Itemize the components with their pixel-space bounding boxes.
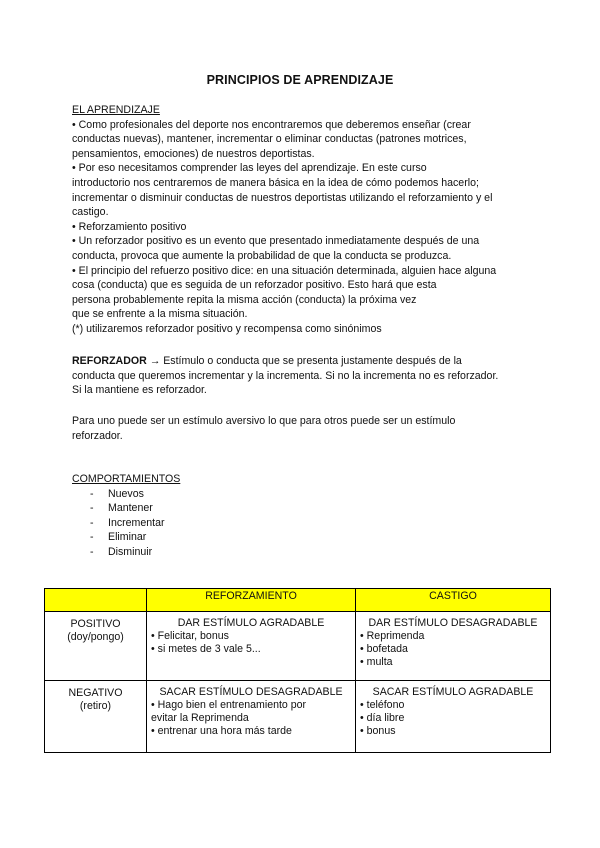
cell-title: DAR ESTÍMULO AGRADABLE bbox=[177, 617, 325, 629]
comportamientos-heading: COMPORTAMIENTOS bbox=[72, 473, 181, 485]
castigo-cell bbox=[356, 681, 551, 753]
reforzador-definition: Estímulo o conducta que se presenta justamente después de la bbox=[163, 355, 462, 367]
cell-item: • entrenar una hora más tarde bbox=[151, 725, 292, 737]
list-item bbox=[72, 530, 532, 545]
cell-title: SACAR ESTÍMULO AGRADABLE bbox=[372, 686, 534, 698]
comportamientos-list bbox=[72, 487, 532, 560]
reforzador-first-line bbox=[72, 354, 532, 369]
aprendizaje-line: incrementar o disminuir conductas de nuestros deportistas utilizando el reforzamiento y el bbox=[72, 191, 493, 204]
table-header-empty bbox=[45, 589, 147, 612]
dash-icon: - bbox=[90, 502, 94, 515]
aprendizaje-line: • Reforzamiento positivo bbox=[72, 220, 187, 233]
list-item bbox=[72, 516, 532, 531]
dash-icon: - bbox=[90, 516, 94, 529]
cell-item: • día libre bbox=[360, 712, 405, 724]
aprendizaje-heading: EL APRENDIZAJE bbox=[72, 104, 160, 116]
comportamientos-section bbox=[72, 472, 532, 560]
page-title: PRINCIPIOS DE APRENDIZAJE bbox=[206, 73, 394, 87]
list-item bbox=[72, 501, 532, 516]
cell-item: • si metes de 3 vale 5... bbox=[151, 643, 261, 655]
list-item-label: Nuevos bbox=[108, 487, 144, 500]
reinforcement-table bbox=[44, 588, 551, 753]
row-label-cell bbox=[45, 681, 147, 753]
cell-title: SACAR ESTÍMULO DESAGRADABLE bbox=[159, 686, 343, 698]
reforzador-term: REFORZADOR bbox=[72, 355, 147, 367]
aprendizaje-line: • Por eso necesitamos comprender las leyes del aprendizaje. En este curso bbox=[72, 162, 427, 175]
list-item-label: Disminuir bbox=[108, 545, 153, 558]
aprendizaje-line: • Como profesionales del deporte nos encontraremos que deberemos enseñar (crear bbox=[72, 118, 471, 131]
list-item bbox=[72, 545, 532, 560]
table-header-reforzamiento: REFORZAMIENTO bbox=[147, 589, 356, 612]
arrow-icon: → bbox=[146, 355, 164, 367]
list-item-label: Eliminar bbox=[108, 531, 147, 544]
list-item bbox=[72, 487, 532, 502]
aprendizaje-line: • El principio del refuerzo positivo dice: en una situación determinada, alguien hace alguna bbox=[72, 264, 497, 277]
castigo-cell bbox=[356, 612, 551, 681]
list-item-label: Mantener bbox=[108, 502, 153, 515]
cell-item: • Hago bien el entrenamiento por bbox=[151, 699, 307, 711]
reforzador-line: conducta que queremos incrementar y la incrementa. Si no la incrementa no es reforzador. bbox=[72, 369, 499, 382]
dash-icon: - bbox=[90, 487, 94, 500]
cell-item: • multa bbox=[360, 656, 393, 668]
table-header-castigo: CASTIGO bbox=[356, 589, 551, 612]
row-sublabel: (doy/pongo) bbox=[67, 631, 124, 643]
cell-item: • bonus bbox=[360, 725, 396, 737]
aprendizaje-line: (*) utilizaremos reforzador positivo y recompensa como sinónimos bbox=[72, 322, 382, 335]
reforzador-section bbox=[72, 354, 532, 398]
cell-item: • Felicitar, bonus bbox=[151, 630, 229, 642]
reforzamiento-cell bbox=[147, 612, 356, 681]
aprendizaje-line: castigo. bbox=[72, 206, 109, 219]
row-sublabel: (retiro) bbox=[79, 700, 112, 712]
table-row bbox=[45, 681, 551, 753]
reforzador-line: Si la mantiene es reforzador. bbox=[72, 384, 207, 397]
table-row bbox=[45, 612, 551, 681]
aprendizaje-line: pensamientos, emociones) de nuestros deportistas. bbox=[72, 147, 315, 160]
aprendizaje-line: que se enfrente a la misma situación. bbox=[72, 308, 248, 321]
cell-item: • bofetada bbox=[360, 643, 408, 655]
cell-item: • Reprimenda bbox=[360, 630, 425, 642]
row-label: NEGATIVO bbox=[68, 687, 123, 699]
aversivo-line: Para uno puede ser un estímulo aversivo lo que para otros puede ser un estímulo bbox=[72, 415, 456, 427]
cell-title: DAR ESTÍMULO DESAGRADABLE bbox=[368, 617, 538, 629]
cell-item: • teléfono bbox=[360, 699, 405, 711]
cell-item: evitar la Reprimenda bbox=[151, 712, 249, 724]
aprendizaje-line: • Un reforzador positivo es un evento que presentado inmediatamente después de una bbox=[72, 235, 480, 248]
table-header-row bbox=[45, 589, 551, 612]
aversivo-section bbox=[72, 414, 532, 443]
row-label-cell bbox=[45, 612, 147, 681]
dash-icon: - bbox=[90, 545, 94, 558]
aprendizaje-line: introductorio nos centraremos de manera básica en la idea de cómo podemos hacerlo; bbox=[72, 176, 479, 189]
aprendizaje-section bbox=[72, 103, 532, 337]
aprendizaje-line: persona probablemente repita la misma acción (conducta) la próxima vez bbox=[72, 293, 417, 306]
row-label: POSITIVO bbox=[70, 618, 121, 630]
list-item-label: Incrementar bbox=[108, 516, 165, 529]
reforzamiento-cell bbox=[147, 681, 356, 753]
aprendizaje-line: conductas nuevas), mantener, incrementar o eliminar conductas (patrones motrices, bbox=[72, 133, 467, 146]
aprendizaje-line: cosa (conducta) que es seguida de un reforzador positivo. Esto hará que esta bbox=[72, 279, 437, 292]
aprendizaje-line: conducta, provoca que aumente la probabilidad de que la conducta se produzca. bbox=[72, 249, 452, 262]
aversivo-line: reforzador. bbox=[72, 429, 123, 442]
dash-icon: - bbox=[90, 531, 94, 544]
